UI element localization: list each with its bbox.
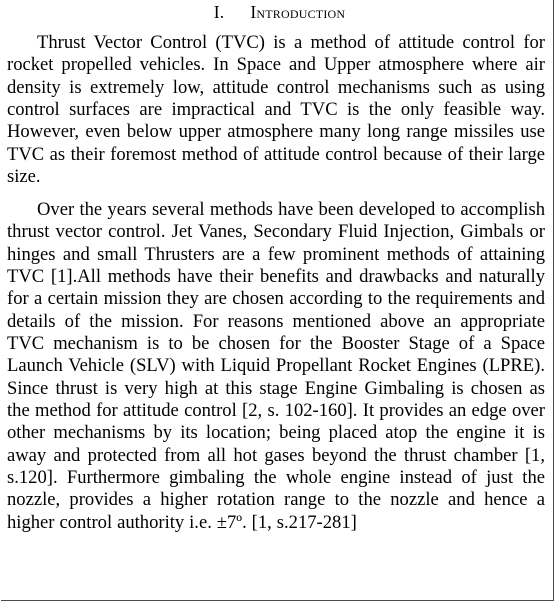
paragraph-methods: Over the years several methods have been developed to accomplish thrust vector control. Jet Vanes, Secondary Fluid Injection, Gimbals or hinges and small Thrusters are a few prominent methods of attaining TVC [1].All methods have their benefits and drawbacks and naturally for a certain mission they are chosen according to the requirements and details of the mission. For reasons mentioned above an appropriate TVC mechanism is to be chosen for the Booster Stage of a Space Launch Vehicle (SLV) with Liquid Propellant Rocket Engines (LPRE). Since thrust is very high at this stage Engine Gimbaling is chosen as the method for attitude control [2, s. 102-160]. It provides an edge over other mechanisms by its location; being placed atop the engine it is away and protected from all hot gases beyond the thrust chamber [1, s.120]. Furthermore gimbaling the whole engine instead of just the nozzle, provides a higher rotation range to the nozzle and hence a higher control authority i.e. ±7º. [1, s.217-281] — [7, 199, 545, 533]
section-number: I. — [213, 2, 225, 22]
page-frame — [1, 0, 554, 601]
section-title: Introduction — [250, 2, 346, 22]
paragraph-intro: Thrust Vector Control (TVC) is a method of attitude control for rocket propelled vehicles. In Space and Upper atmosphere where air density is extremely low, attitude control mechanisms such as using control surfaces are impractical and TVC is the only feasible way. However, even below upper atmosphere many long range missiles use TVC as their foremost method of attitude control because of their large size. — [7, 32, 545, 188]
section-heading — [1, 1, 557, 23]
